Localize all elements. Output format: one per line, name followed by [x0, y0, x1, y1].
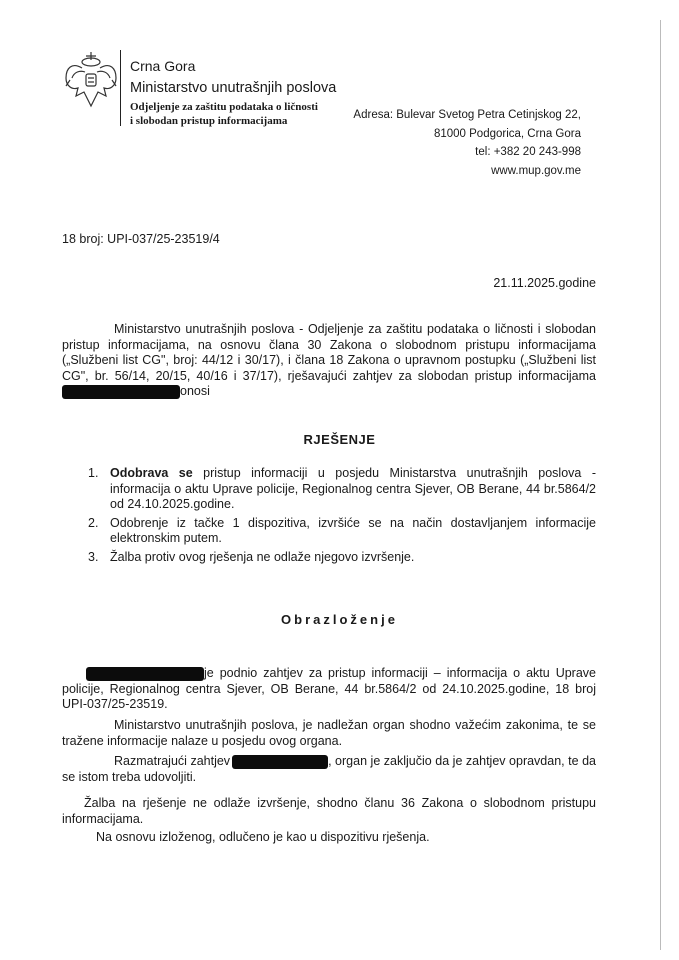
intro-text-end: onosi: [180, 384, 210, 398]
item-number: 1.: [88, 466, 99, 480]
list-item: [88, 550, 596, 566]
reasoning-text-end: , organ je zaključio da je zahtjev opravdan, te da se istom treba udovoljiti.: [62, 754, 596, 784]
decision-title: RJEŠENJE: [303, 432, 376, 447]
address-street: Adresa: Bulevar Svetog Petra Cetinjskog 22,: [353, 109, 581, 121]
item-number: 2.: [88, 515, 99, 530]
coat-of-arms-logo: [62, 50, 120, 112]
department-line-1: Odjeljenje za zaštitu podataka o ličnosti: [130, 101, 318, 113]
header-divider: [120, 50, 121, 126]
reasoning-paragraph-3: [62, 754, 596, 785]
redaction-bar: [86, 667, 204, 681]
list-item: [88, 466, 596, 513]
address-block: [353, 106, 581, 180]
department-line-2: i slobodan pristup informacijama: [130, 115, 288, 127]
reasoning-paragraph-1: [62, 666, 596, 713]
redaction-bar: [62, 385, 180, 399]
reasoning-title: Obrazloženje: [281, 612, 398, 627]
decision-list: [88, 466, 596, 568]
address-phone: tel: +382 20 243-998: [475, 146, 581, 158]
department-name: [130, 100, 318, 128]
country-name: Crna Gora: [130, 58, 196, 74]
item-bold-lead: Odobrava se: [110, 466, 193, 480]
intro-text: Ministarstvo unutrašnjih poslova - Odjeljenje za zaštitu podataka o ličnosti i slobodan pristup informacijama, na osnovu člana 30 Zakona o slobodnom pristupu informacijama („Službeni list CG", broj: 44/12 i 30/17), i člana 18 Zakona o upravnom postupku („Službeni list CG", br. 56/14, 20/15, 40/16 i 37/17), rješavajući zahtjev za slobodan pristup informacijama: [62, 322, 596, 383]
reasoning-paragraph-5: Na osnovu izloženog, odlučeno je kao u dispozitivu rješenja.: [96, 830, 430, 844]
item-text: pristup informaciji u posjedu Ministarstva unutrašnjih poslova - informacija o aktu Uprave policije, Regionalnog centra Sjever, OB Berane, 44 br.5864/2 od 24.10.2025.godine.: [110, 466, 596, 511]
item-text: Žalba protiv ovog rješenja ne odlaže njegovo izvršenje.: [110, 549, 415, 564]
item-number: 3.: [88, 549, 99, 564]
scan-edge-line: [660, 20, 661, 950]
document-date: 21.11.2025.godine: [493, 276, 596, 290]
reasoning-text: je podnio zahtjev za pristup informaciji – informacija o aktu Uprave policije, Regionalnog centra Sjever, OB Berane, 44 br.5864/2 od 24.10.2025.godine, 18 broj UPI-037/25-23519.: [62, 666, 596, 711]
item-text: Odobrenje iz tačke 1 dispozitiva, izvršiće se na način dostavljanjem informacije elektronskim putem.: [110, 515, 596, 545]
intro-paragraph: [62, 322, 596, 400]
list-item: [88, 516, 596, 547]
address-web: www.mup.gov.me: [491, 164, 581, 177]
reference-number: 18 broj: UPI-037/25-23519/4: [62, 232, 220, 246]
reasoning-paragraph-2: Ministarstvo unutrašnjih poslova, je nadležan organ shodno važećim zakonima, te se tražene informacije nalaze u posjedu ovog organa.: [62, 718, 596, 748]
ministry-name: Ministarstvo unutrašnjih poslova: [130, 80, 337, 96]
reasoning-text: Razmatrajući zahtjev: [114, 754, 231, 768]
reasoning-paragraph-4: Žalba na rješenje ne odlaže izvršenje, shodno članu 36 Zakona o slobodnom pristupu informacijama.: [62, 796, 596, 826]
address-city: 81000 Podgorica, Crna Gora: [433, 127, 581, 140]
redaction-bar: [232, 755, 328, 769]
